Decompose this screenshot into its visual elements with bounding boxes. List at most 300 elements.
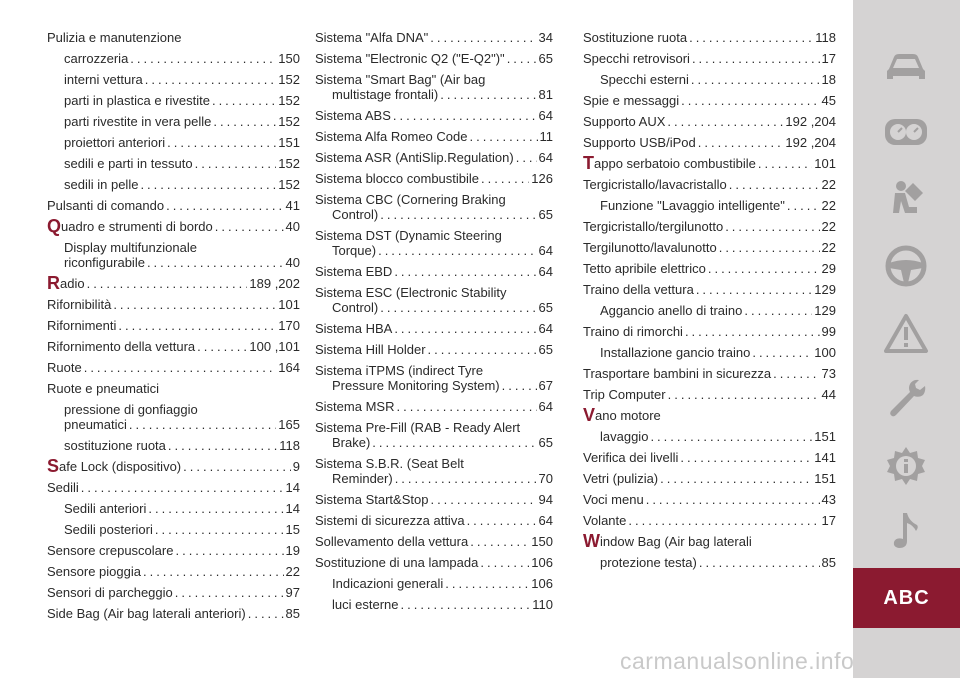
index-entry[interactable]	[315, 342, 553, 357]
leader-dots	[183, 459, 291, 474]
entry-text: Spie e messaggi	[583, 93, 680, 108]
leader-dots	[400, 597, 530, 612]
page-number: 129	[814, 282, 836, 297]
page-number: 17	[821, 513, 836, 528]
entry-text: Reminder)	[332, 471, 393, 486]
entry-text: lavaggio	[600, 429, 649, 444]
index-entry[interactable]	[47, 501, 300, 516]
entry-text: Sistema HBA	[315, 321, 393, 336]
index-entry[interactable]	[315, 72, 553, 102]
index-entry[interactable]	[315, 321, 553, 336]
leader-dots	[729, 177, 820, 192]
index-entry[interactable]	[47, 585, 300, 600]
index-entry[interactable]	[315, 129, 553, 144]
index-entry[interactable]	[315, 576, 553, 591]
leader-dots	[692, 51, 820, 66]
page-number: 94	[538, 492, 553, 507]
index-entry[interactable]	[315, 150, 553, 165]
entry-text-line: Sistema "Smart Bag" (Air bag	[315, 72, 486, 87]
entry-text: Traino della vettura	[583, 282, 694, 297]
index-entry[interactable]	[315, 108, 553, 123]
index-entry[interactable]	[47, 51, 300, 66]
index-entry[interactable]	[583, 114, 836, 129]
entry-line	[315, 513, 553, 528]
entry-line	[583, 387, 836, 402]
index-entry[interactable]	[315, 399, 553, 414]
entry-line	[583, 30, 836, 45]
page-number: 81	[538, 87, 553, 102]
leader-dots	[396, 399, 536, 414]
entry-line	[583, 135, 836, 150]
entry-line	[583, 177, 836, 192]
leader-dots	[628, 513, 819, 528]
page-number: 85	[821, 555, 836, 570]
index-entry[interactable]	[315, 363, 553, 393]
index-entry[interactable]	[315, 192, 553, 222]
index-entry[interactable]	[315, 555, 553, 570]
index-entry[interactable]	[47, 72, 300, 87]
entry-line	[315, 555, 553, 570]
index-entry[interactable]	[583, 345, 836, 360]
index-entry[interactable]	[583, 51, 836, 66]
page-number: 40	[285, 219, 300, 234]
index-entry[interactable]	[583, 450, 836, 465]
leader-dots	[773, 366, 819, 381]
entry-text: Ruote e pneumatici	[47, 381, 160, 396]
entry-line	[315, 150, 553, 165]
leader-dots	[168, 438, 277, 453]
abc-index-tab[interactable]	[853, 568, 960, 628]
entry-line	[583, 240, 836, 255]
index-entry[interactable]	[583, 405, 836, 425]
leader-dots	[668, 387, 820, 402]
gear-info-icon[interactable]	[881, 444, 931, 488]
page-number: 152	[278, 114, 300, 129]
entry-line	[315, 471, 553, 486]
leader-dots	[744, 303, 812, 318]
leader-dots	[481, 171, 529, 186]
entry-text: Side Bag (Air bag laterali anteriori)	[47, 606, 246, 621]
index-entry[interactable]	[583, 177, 836, 192]
entry-text: Sensore pioggia	[47, 564, 141, 579]
page-number: 11	[539, 129, 553, 144]
entry-line	[315, 576, 553, 591]
page-number: 9	[292, 459, 300, 474]
index-entry[interactable]	[47, 30, 300, 45]
leader-dots	[650, 429, 812, 444]
page-number: 15	[285, 522, 300, 537]
page-number: 67	[538, 378, 553, 393]
page-number: 165	[278, 417, 300, 432]
page-number: 65	[538, 435, 553, 450]
index-entry[interactable]	[47, 606, 300, 621]
entry-line	[583, 513, 836, 528]
page-number: 65	[538, 207, 553, 222]
entry-line	[47, 156, 300, 171]
page-number: 101	[278, 297, 300, 312]
page-number: 40	[285, 255, 300, 270]
page-number: 150	[531, 534, 553, 549]
entry-text: parti in plastica e rivestite	[64, 93, 210, 108]
entry-line	[583, 72, 836, 87]
index-entry[interactable]	[47, 522, 300, 537]
page-number: 151	[814, 429, 836, 444]
entry-text: Brake)	[332, 435, 371, 450]
index-entry[interactable]	[47, 198, 300, 213]
index-entry[interactable]	[47, 135, 300, 150]
index-entry[interactable]	[583, 198, 836, 213]
entry-line	[47, 522, 300, 537]
entry-line	[315, 378, 553, 393]
index-entry[interactable]	[315, 51, 553, 66]
entry-text: appo serbatoio combustibile	[594, 156, 756, 171]
entry-text: indow Bag (Air bag laterali	[600, 534, 752, 549]
entry-line	[583, 51, 836, 66]
page-number: 14	[285, 501, 300, 516]
page-number: 150	[278, 51, 300, 66]
leader-dots	[685, 324, 820, 339]
index-entry[interactable]	[583, 387, 836, 402]
page-number: 151	[814, 471, 836, 486]
entry-text: luci esterne	[332, 597, 399, 612]
entry-text: Funzione "Lavaggio intelligente"	[600, 198, 785, 213]
index-entry[interactable]	[583, 219, 836, 234]
index-entry[interactable]	[315, 228, 553, 258]
index-entry[interactable]	[47, 360, 300, 375]
page-number: 99	[821, 324, 836, 339]
entry-text: Indicazioni generali	[332, 576, 444, 591]
entry-line	[315, 108, 553, 123]
entry-line	[583, 153, 836, 173]
entry-line	[583, 198, 836, 213]
entry-line	[583, 303, 836, 318]
initial-letter: S	[47, 456, 60, 476]
index-entry[interactable]	[47, 297, 300, 312]
entry-line	[315, 171, 553, 186]
entry-text: protezione testa)	[600, 555, 697, 570]
index-entry[interactable]	[47, 93, 300, 108]
leader-dots	[213, 114, 276, 129]
leader-dots	[725, 219, 819, 234]
leader-dots	[129, 417, 276, 432]
page-number: 64	[538, 108, 553, 123]
leader-dots	[395, 471, 537, 486]
page-number: 22	[821, 198, 836, 213]
index-entry[interactable]	[315, 456, 553, 486]
entry-text: Sistema EBD	[315, 264, 393, 279]
index-entry[interactable]	[583, 513, 836, 528]
index-entry[interactable]	[47, 177, 300, 192]
page-number: 44	[821, 387, 836, 402]
page-number: 19	[285, 543, 300, 558]
index-entry[interactable]	[583, 261, 836, 276]
entry-text-line: Sistema Pre-Fill (RAB - Ready Alert	[315, 420, 521, 435]
entry-text: Sensori di parcheggio	[47, 585, 173, 600]
index-entry[interactable]	[315, 534, 553, 549]
leader-dots	[215, 219, 284, 234]
leader-dots	[393, 108, 537, 123]
page-number: 18	[821, 72, 836, 87]
leader-dots	[502, 378, 537, 393]
wrench-icon[interactable]	[881, 376, 931, 420]
leader-dots	[212, 93, 276, 108]
index-entry[interactable]	[315, 171, 553, 186]
leader-dots	[689, 30, 813, 45]
entry-line	[47, 177, 300, 192]
leader-dots	[507, 51, 537, 66]
entry-line	[583, 345, 836, 360]
entry-text: uadro e strumenti di bordo	[61, 219, 213, 234]
index-entry[interactable]	[47, 216, 300, 236]
page-number: 129	[814, 303, 836, 318]
leader-dots	[698, 135, 784, 150]
car-icon[interactable]	[881, 44, 931, 88]
page-number: 22	[821, 219, 836, 234]
entry-text-line: Sistema CBC (Cornering Braking	[315, 192, 506, 207]
entry-line	[583, 405, 836, 425]
page-number: 22	[285, 564, 300, 579]
index-entry[interactable]	[47, 564, 300, 579]
page-number: 97	[285, 585, 300, 600]
initial-letter: V	[583, 405, 596, 425]
index-entry[interactable]	[583, 429, 836, 444]
index-entry[interactable]	[47, 339, 300, 354]
entry-text: Sostituzione ruota	[583, 30, 688, 45]
page-number: 22	[821, 240, 836, 255]
page-number: 64	[538, 264, 553, 279]
entry-line	[47, 417, 300, 432]
entry-text: sedili e parti in tessuto	[64, 156, 193, 171]
leader-dots	[394, 264, 536, 279]
entry-text: Vetri (pulizia)	[583, 471, 659, 486]
warning-triangle-icon[interactable]	[881, 312, 931, 356]
entry-text: Sistema "Alfa DNA"	[315, 30, 429, 45]
index-entry[interactable]	[583, 135, 836, 150]
watermark: carmanualsonline.info	[620, 648, 855, 674]
dashboard-icon[interactable]	[881, 110, 931, 154]
music-note-icon[interactable]	[881, 508, 931, 552]
entry-line	[47, 480, 300, 495]
steering-wheel-icon[interactable]	[881, 244, 931, 288]
entry-line	[47, 564, 300, 579]
leader-dots	[708, 261, 820, 276]
index-column-2	[315, 30, 553, 618]
entry-text: Torque)	[332, 243, 377, 258]
index-entry[interactable]	[315, 285, 553, 315]
entry-text: Trip Computer	[583, 387, 666, 402]
leader-dots	[430, 30, 536, 45]
index-entry[interactable]	[315, 420, 553, 450]
page-number: 126	[531, 171, 553, 186]
leader-dots	[372, 435, 536, 450]
index-entry[interactable]	[47, 480, 300, 495]
page-number: 141	[814, 450, 836, 465]
index-entry[interactable]	[583, 153, 836, 173]
entry-text: Tergilunotto/lavalunotto	[583, 240, 717, 255]
entry-line	[47, 216, 300, 236]
leader-dots	[113, 297, 276, 312]
leader-dots	[440, 87, 536, 102]
entry-text: Sedili anteriori	[64, 501, 147, 516]
entry-text: adio	[60, 276, 85, 291]
leader-dots	[752, 345, 812, 360]
index-entry[interactable]	[47, 240, 300, 270]
entry-text: ano motore	[595, 408, 661, 423]
index-entry[interactable]	[315, 513, 553, 528]
entry-line	[47, 72, 300, 87]
leader-dots	[147, 255, 284, 270]
index-entry[interactable]	[583, 30, 836, 45]
index-entry[interactable]	[583, 282, 836, 297]
entry-text: riconfigurabile	[64, 255, 145, 270]
entry-text: proiettori anteriori	[64, 135, 166, 150]
entry-text: Sollevamento della vettura	[315, 534, 469, 549]
airbag-person-icon[interactable]	[881, 178, 931, 222]
page-number: 100 ,101	[249, 339, 300, 354]
entry-line	[47, 135, 300, 150]
index-entry[interactable]	[583, 72, 836, 87]
entry-line	[315, 264, 553, 279]
page-number: 64	[538, 150, 553, 165]
leader-dots	[81, 480, 284, 495]
entry-line	[315, 300, 553, 315]
page-number: 14	[285, 480, 300, 495]
index-column-1	[47, 30, 300, 627]
page-number: 170	[278, 318, 300, 333]
entry-line	[315, 492, 553, 507]
entry-text: Specchi esterni	[600, 72, 689, 87]
index-entry[interactable]	[583, 555, 836, 570]
leader-dots	[143, 564, 284, 579]
entry-text: Pulizia e manutenzione	[47, 30, 182, 45]
index-entry[interactable]	[47, 318, 300, 333]
page-number: 189 ,202	[249, 276, 300, 291]
entry-text: Ruote	[47, 360, 82, 375]
leader-dots	[248, 606, 284, 621]
page-number: 151	[278, 135, 300, 150]
entry-line	[583, 450, 836, 465]
index-entry[interactable]	[315, 492, 553, 507]
index-entry[interactable]	[583, 471, 836, 486]
index-entry[interactable]	[47, 114, 300, 129]
entry-line	[47, 114, 300, 129]
chapter-sidebar	[853, 0, 960, 678]
entry-text-line: Sistema ESC (Electronic Stability	[315, 285, 507, 300]
entry-line	[315, 597, 553, 612]
leader-dots	[646, 492, 820, 507]
leader-dots	[148, 501, 283, 516]
leader-dots	[428, 342, 537, 357]
index-entry[interactable]	[583, 324, 836, 339]
leader-dots	[680, 450, 812, 465]
entry-text-line: pressione di gonfiaggio	[64, 402, 198, 417]
entry-text: parti rivestite in vera pelle	[64, 114, 212, 129]
index-entry[interactable]	[583, 303, 836, 318]
initial-letter: Q	[47, 216, 62, 236]
leader-dots	[660, 471, 812, 486]
entry-line	[47, 51, 300, 66]
entry-text: Pressure Monitoring System)	[332, 378, 500, 393]
entry-text: Voci menu	[583, 492, 644, 507]
entry-text: Control)	[332, 300, 379, 315]
index-entry[interactable]	[583, 93, 836, 108]
entry-line	[47, 318, 300, 333]
entry-line	[47, 297, 300, 312]
initial-letter: R	[47, 273, 60, 293]
index-entry[interactable]	[47, 381, 300, 396]
entry-line	[315, 30, 553, 45]
page-number: 152	[278, 93, 300, 108]
entry-text: Pulsanti di comando	[47, 198, 165, 213]
entry-line	[583, 555, 836, 570]
entry-text: Rifornimento della vettura	[47, 339, 196, 354]
entry-text: Rifornimenti	[47, 318, 117, 333]
entry-line	[47, 501, 300, 516]
page-number: 70	[538, 471, 553, 486]
entry-text: Sistema MSR	[315, 399, 395, 414]
page-number: 34	[538, 30, 553, 45]
index-entry[interactable]	[47, 456, 300, 476]
entry-line	[47, 273, 300, 293]
leader-dots	[430, 492, 536, 507]
entry-line	[583, 219, 836, 234]
page-number: 65	[538, 51, 553, 66]
index-entry[interactable]	[583, 366, 836, 381]
leader-dots	[166, 198, 283, 213]
entry-line	[315, 435, 553, 450]
index-entry[interactable]	[315, 30, 553, 45]
index-entry[interactable]	[47, 543, 300, 558]
entry-text: Sistema Alfa Romeo Code	[315, 129, 468, 144]
entry-line	[583, 429, 836, 444]
page-number: 64	[538, 321, 553, 336]
entry-line	[315, 87, 553, 102]
entry-line	[315, 51, 553, 66]
leader-dots	[691, 72, 820, 87]
index-entry[interactable]	[315, 597, 553, 612]
entry-text: Traino di rimorchi	[583, 324, 683, 339]
entry-text: Volante	[583, 513, 627, 528]
page-number: 41	[285, 198, 300, 213]
index-entry[interactable]	[315, 264, 553, 279]
entry-line	[583, 282, 836, 297]
leader-dots	[130, 51, 276, 66]
entry-line	[47, 585, 300, 600]
entry-text: Sistemi di sicurezza attiva	[315, 513, 465, 528]
entry-line	[583, 114, 836, 129]
index-entry[interactable]	[47, 156, 300, 171]
index-entry[interactable]	[583, 240, 836, 255]
entry-text: Tergicristallo/lavacristallo	[583, 177, 727, 192]
entry-text: sostituzione ruota	[64, 438, 166, 453]
index-entry[interactable]	[47, 273, 300, 293]
page-number: 85	[285, 606, 300, 621]
entry-line	[583, 261, 836, 276]
leader-dots	[175, 543, 283, 558]
leader-dots	[445, 576, 529, 591]
entry-text: interni vettura	[64, 72, 143, 87]
index-entry[interactable]	[583, 492, 836, 507]
index-entry[interactable]	[583, 531, 836, 551]
abc-tab-label: ABC	[883, 586, 930, 609]
page-number: 45	[821, 93, 836, 108]
index-entry[interactable]	[47, 402, 300, 432]
initial-letter: W	[583, 531, 600, 551]
page-number: 43	[821, 492, 836, 507]
leader-dots	[469, 129, 537, 144]
entry-line	[47, 456, 300, 476]
index-entry[interactable]	[47, 438, 300, 453]
